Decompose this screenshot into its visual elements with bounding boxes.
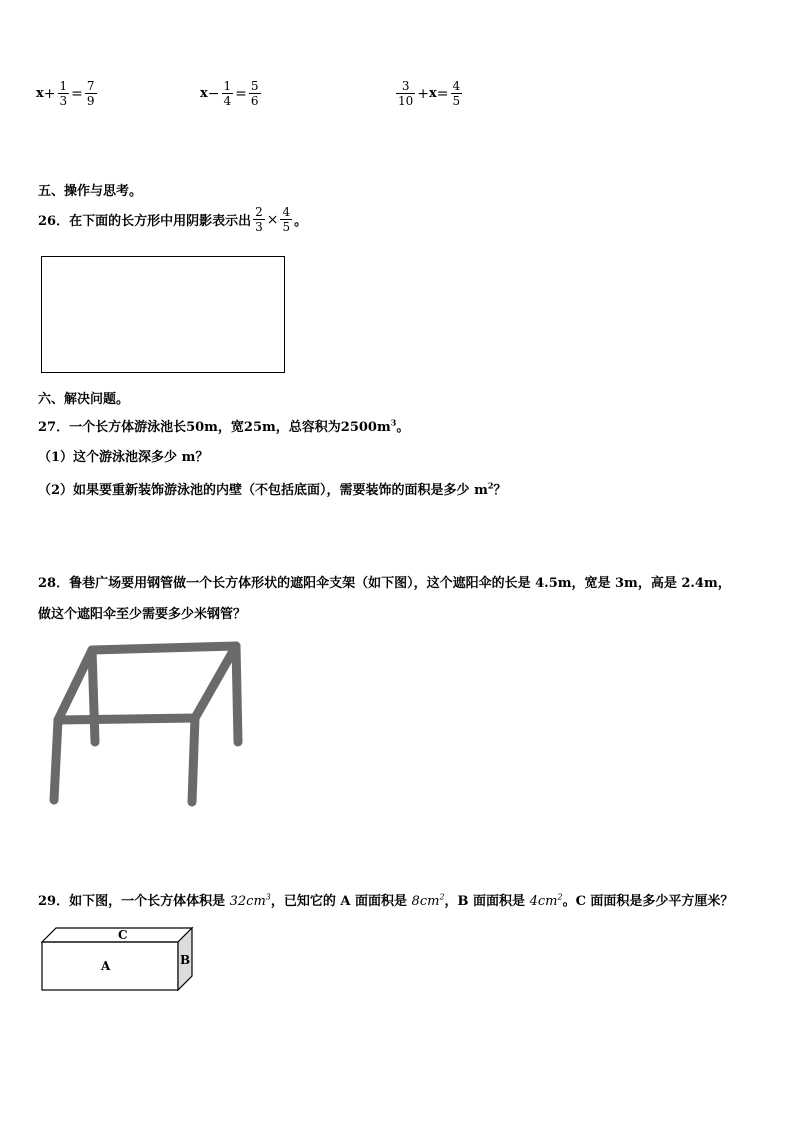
sunshade-frame-figure [40, 630, 250, 812]
equation-3 [394, 79, 464, 108]
q26-text: 26．在下面的长方形中用阴影表示出 [38, 214, 252, 229]
q27-sub-1: （1）这个游泳池深多少 m？ [38, 450, 209, 465]
q27-sub2-end: ？ [493, 483, 507, 498]
q29-volume: 32cm [229, 894, 266, 909]
eq2-b-num: 5 [250, 79, 259, 93]
q29-volume-sup: 3 [265, 892, 271, 902]
q27-sup: 3 [390, 417, 397, 428]
section-6-title: 六、解决问题。 [38, 392, 130, 407]
q27-sub2-sup: 2 [487, 480, 494, 491]
eq2-a-den: 4 [223, 94, 232, 108]
eq2-var: x [200, 86, 208, 101]
question-29 [38, 890, 733, 909]
eq3-b-den: 5 [452, 94, 461, 108]
eq1-eq: = [71, 85, 83, 102]
eq1-a-num: 1 [59, 79, 68, 93]
q29-p2: ，已知它的 A 面面积是 [270, 894, 408, 909]
eq3-var: x [429, 86, 437, 101]
eq3-op: + [417, 85, 430, 102]
eq1-b-num: 7 [86, 79, 95, 93]
q29-area-b: 4cm [529, 894, 558, 909]
eq2-b-den: 6 [250, 94, 259, 108]
eq3-frac-a [396, 79, 415, 108]
face-c-label: C [118, 928, 128, 942]
question-26 [38, 205, 307, 234]
eq1-a-den: 3 [59, 94, 68, 108]
q27-end: 。 [396, 420, 410, 435]
eq1-b-den: 9 [86, 94, 95, 108]
face-a-label: A [101, 959, 111, 973]
eq3-a-num: 3 [401, 79, 410, 93]
q29-p1: 29．如下图，一个长方体体积是 [38, 894, 226, 909]
q26-frac-1 [253, 205, 265, 234]
cuboid-figure [38, 922, 198, 994]
q26-end: 。 [294, 214, 308, 229]
q26-frac-2 [280, 205, 292, 234]
q29-p4: 。C 面面积是多少平方厘米？ [562, 894, 734, 909]
eq1-frac-a [58, 79, 70, 108]
q26-times: × [266, 211, 279, 228]
eq2-a-num: 1 [223, 79, 232, 93]
q29-area-a-sup: 2 [439, 892, 445, 902]
eq1-var: x [36, 86, 44, 101]
eq2-frac-b [249, 79, 261, 108]
eq3-b-num: 4 [452, 79, 461, 93]
q28-line-1: 28．鲁巷广场要用钢管做一个长方体形状的遮阳伞支架（如下图），这个遮阳伞的长是 4.5m，宽是 3m，高是 2.4m， [38, 576, 731, 591]
q29-area-b-sup: 2 [557, 892, 563, 902]
question-27 [38, 416, 409, 435]
q28-line-2: 做这个遮阳伞至少需要多少米钢管？ [38, 607, 247, 622]
q27-text: 27．一个长方体游泳池长50m，宽25m，总容积为2500m [38, 420, 391, 435]
q26-f2-den: 5 [282, 220, 291, 234]
eq2-frac-a [222, 79, 234, 108]
section-5-title: 五、操作与思考。 [38, 184, 143, 199]
eq3-a-den: 10 [398, 94, 414, 108]
q27-sub-2 [38, 479, 506, 498]
q26-rectangle[interactable] [41, 256, 285, 373]
q26-f2-num: 4 [282, 205, 291, 219]
q29-area-a: 8cm [411, 894, 440, 909]
eq2-eq: = [235, 85, 247, 102]
eq1-frac-b [85, 79, 97, 108]
q27-sub2-text: （2）如果要重新装饰游泳池的内壁（不包括底面），需要装饰的面积是多少 m [38, 483, 488, 498]
eq2-op: − [207, 85, 220, 102]
equation-1 [36, 79, 99, 108]
q26-f1-den: 3 [255, 220, 263, 234]
face-b-label: B [180, 953, 191, 967]
q29-p3: ，B 面面积是 [444, 894, 526, 909]
equation-2 [200, 79, 263, 108]
eq3-eq: = [436, 85, 449, 102]
eq1-op: + [43, 85, 56, 102]
eq3-frac-b [451, 79, 463, 108]
q26-f1-num: 2 [255, 205, 263, 219]
